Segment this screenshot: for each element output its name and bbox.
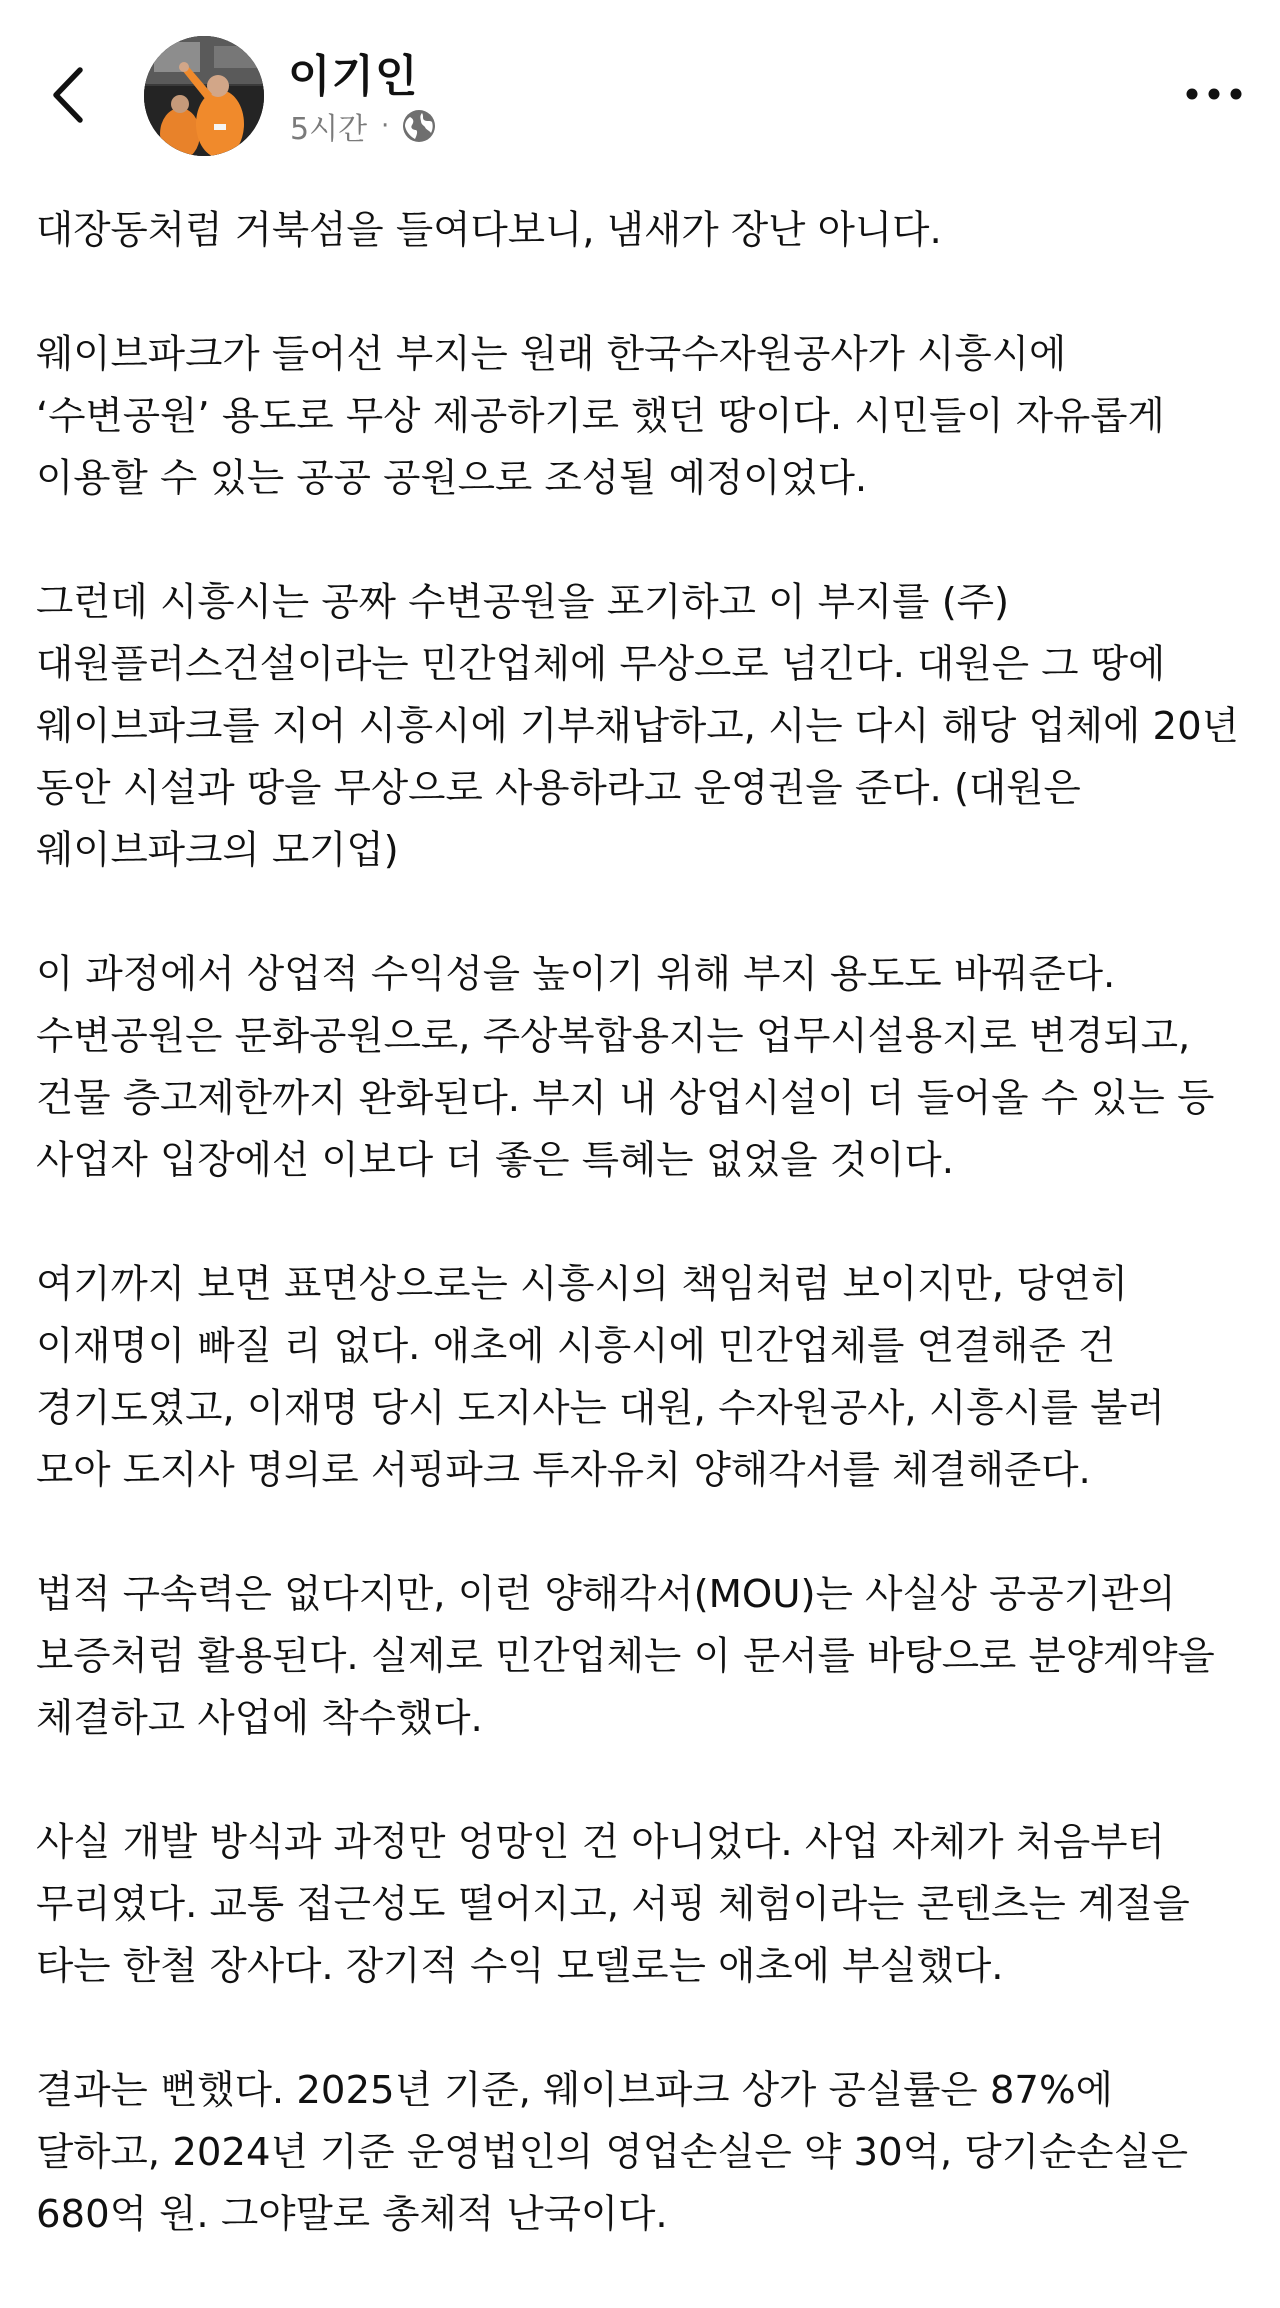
post-paragraph: 이 과정에서 상업적 수익성을 높이기 위해 부지 용도도 바꿔준다. 수변공원은 문화공원으로, 주상복합용지는 업무시설용지로 변경되고, 건물 층고제한까지 완화된다. 부지 내 상업시설이 더 들어올 수 있는 등 사업자 입장에선 이보다 더 좋은 특혜는 없었을 것이다. bbox=[36, 952, 1215, 1183]
back-button[interactable] bbox=[46, 62, 96, 128]
post-header bbox=[0, 0, 1280, 170]
meta-separator: · bbox=[381, 111, 390, 141]
avatar[interactable] bbox=[144, 36, 264, 156]
chevron-left-icon bbox=[46, 62, 96, 128]
globe-icon[interactable] bbox=[401, 108, 437, 144]
post-meta bbox=[290, 106, 437, 146]
post-paragraph: 법적 구속력은 없다지만, 이런 양해각서(MOU)는 사실상 공공기관의 보증처럼 활용된다. 실제로 민간업체는 이 문서를 바탕으로 분양계약을 체결하고 사업에 착수했다. bbox=[36, 1572, 1215, 1741]
post-body bbox=[36, 200, 1248, 2308]
post-paragraph: 사실 개발 방식과 과정만 엉망인 건 아니었다. 사업 자체가 처음부터 무리였다. 교통 접근성도 떨어지고, 서핑 체험이라는 콘텐츠는 계절을 타는 한철 장사다. 장기적 수익 모델로는 애초에 부실했다. bbox=[36, 1820, 1190, 1989]
post-paragraph: 결과는 뻔했다. 2025년 기준, 웨이브파크 상가 공실률은 87%에 달하고, 2024년 기준 운영법인의 영업손실은 약 30억, 당기순손실은 680억 원. 그야말로 총체적 난국이다. bbox=[36, 2068, 1189, 2237]
author-name[interactable]: 이기인 bbox=[288, 51, 419, 102]
more-options-button[interactable] bbox=[1184, 80, 1244, 108]
post-paragraph: 웨이브파크가 들어선 부지는 원래 한국수자원공사가 시흥시에 ‘수변공원’ 용도로 무상 제공하기로 했던 땅이다. 시민들이 자유롭게 이용할 수 있는 공공 공원으로 조성될 예정이었다. bbox=[36, 332, 1165, 501]
more-dots-icon bbox=[1184, 80, 1244, 108]
post-timestamp[interactable]: 5시간 bbox=[290, 112, 368, 147]
post-paragraph: 대장동처럼 거북섬을 들여다보니, 냄새가 장난 아니다. bbox=[36, 208, 942, 253]
avatar-photo bbox=[144, 36, 264, 156]
post-paragraph: 여기까지 보면 표면상으로는 시흥시의 책임처럼 보이지만, 당연히 이재명이 빠질 리 없다. 애초에 시흥시에 민간업체를 연결해준 건 경기도였고, 이재명 당시 도지사는 대원, 수자원공사, 시흥시를 불러 모아 도지사 명의로 서핑파크 투자유치 양해각서를 체결해준다. bbox=[36, 1262, 1165, 1493]
post-paragraph: 그런데 시흥시는 공짜 수변공원을 포기하고 이 부지를 (주)대원플러스건설이라는 민간업체에 무상으로 넘긴다. 대원은 그 땅에 웨이브파크를 지어 시흥시에 기부채납하고, 시는 다시 해당 업체에 20년 동안 시설과 땅을 무상으로 사용하라고 운영권을 준다. (대원은 웨이브파크의 모기업) bbox=[36, 580, 1239, 873]
